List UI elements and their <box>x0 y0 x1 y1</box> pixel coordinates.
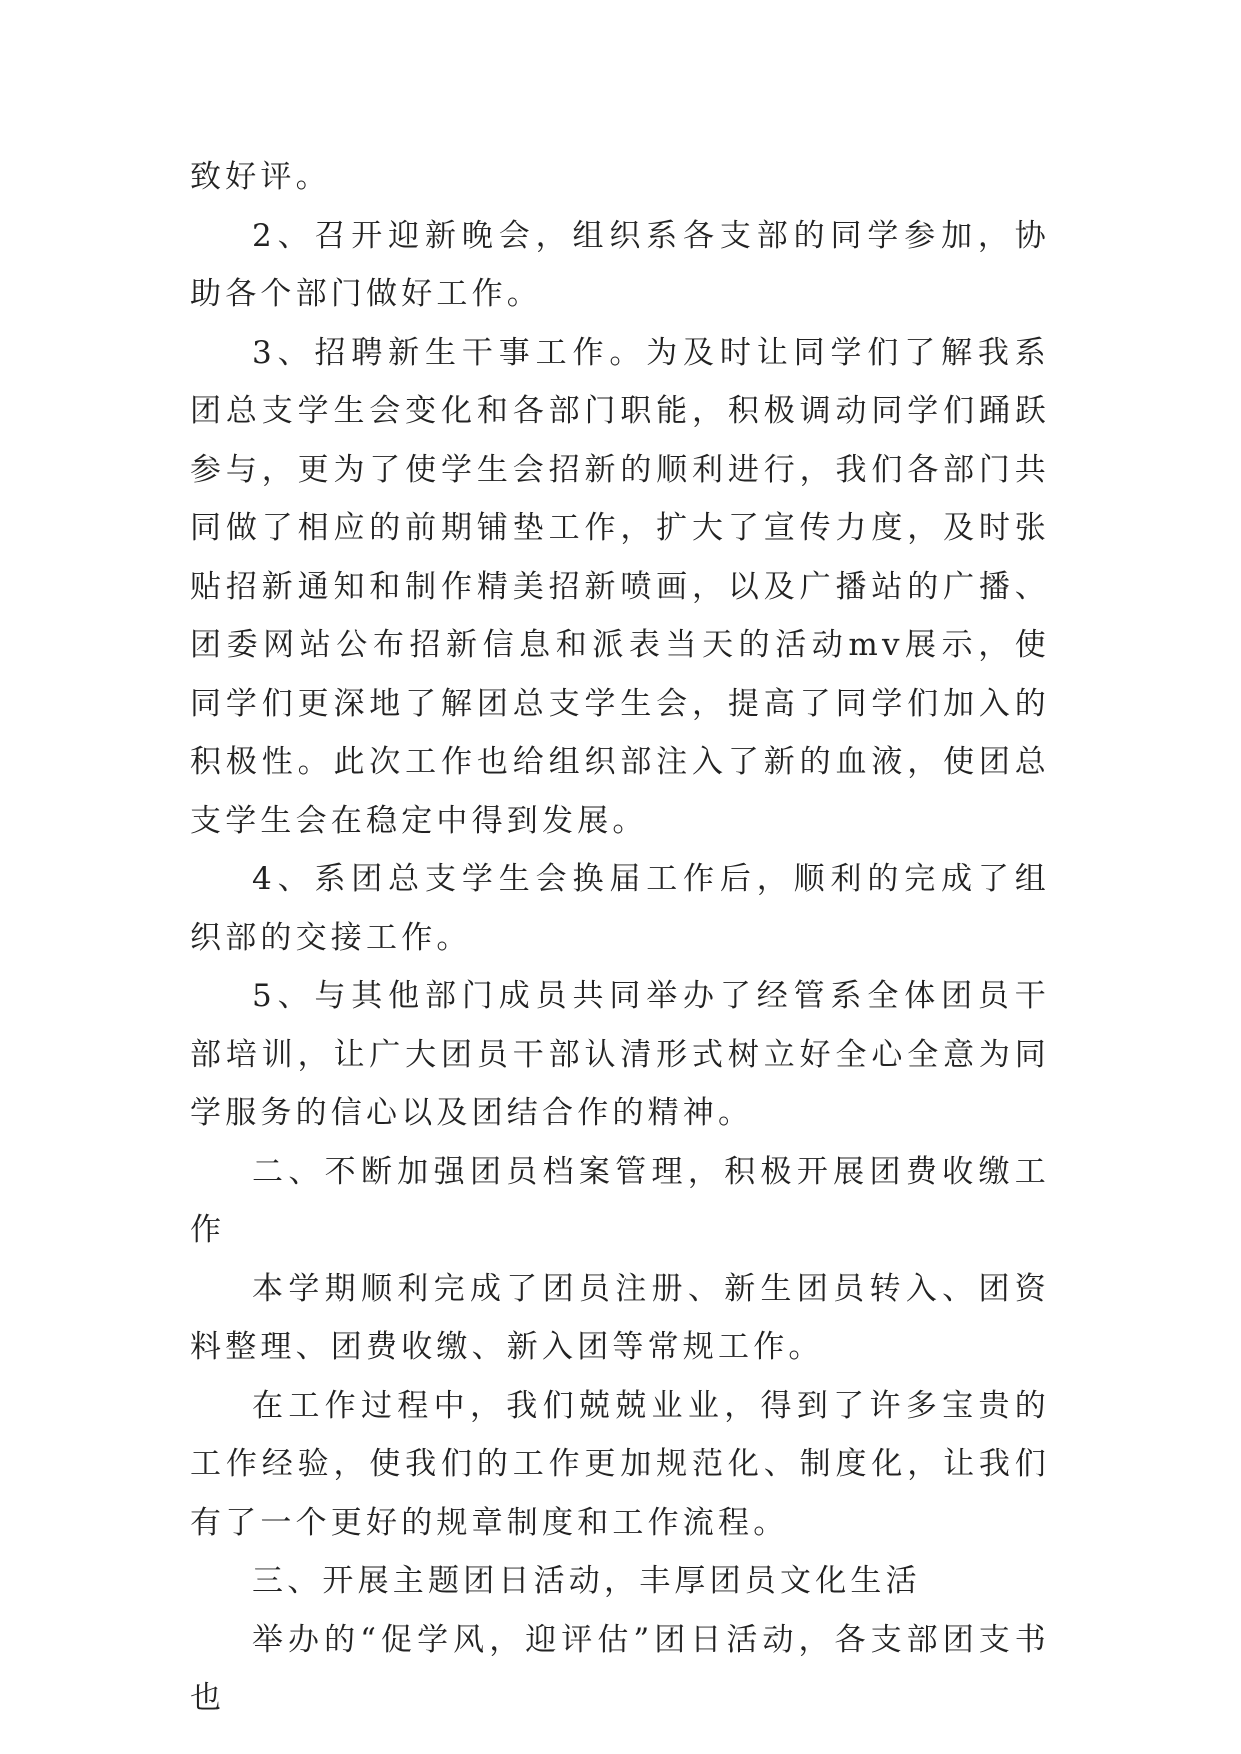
paragraph-item-2: 2、召开迎新晚会，组织系各支部的同学参加，协助各个部门做好工作。 <box>190 217 1050 312</box>
document-body <box>190 148 1050 1728</box>
paragraph-item-5: 5、与其他部门成员共同举办了经管系全体团员干部培训，让广大团员干部认清形式树立好全心全意为同学服务的信心以及团结合作的精神。 <box>190 978 1050 1131</box>
paragraph-registration: 本学期顺利完成了团员注册、新生团员转入、团资料整理、团费收缴、新入团等常规工作。 <box>190 1270 1050 1365</box>
paragraph-item-4: 4、系团总支学生会换届工作后，顺利的完成了组织部的交接工作。 <box>190 861 1050 956</box>
paragraph-item-3: 3、招聘新生干事工作。为及时让同学们了解我系团总支学生会变化和各部门职能，积极调动同学们踊跃参与，更为了使学生会招新的顺利进行，我们各部门共同做了相应的前期铺垫工作，扩大了宣传力度，及时张贴招新通知和制作精美招新喷画，以及广播站的广播、团委网站公布招新信息和派表当天的活动mv展示，使同学们更深地了解团总支学生会，提高了同学们加入的积极性。此次工作也给组织部注入了新的血液，使团总支学生会在稳定中得到发展。 <box>190 334 1050 839</box>
paragraph-continuation: 致好评。 <box>190 159 331 195</box>
section-heading-3: 三、开展主题团日活动，丰厚团员文化生活 <box>252 1563 921 1599</box>
section-heading-2: 二、不断加强团员档案管理，积极开展团费收缴工作 <box>190 1153 1050 1248</box>
paragraph-activity: 举办的“促学风，迎评估”团日活动，各支部团支书也 <box>190 1621 1050 1716</box>
paragraph-experience: 在工作过程中，我们兢兢业业，得到了许多宝贵的工作经验，使我们的工作更加规范化、制度化，让我们有了一个更好的规章制度和工作流程。 <box>190 1387 1050 1541</box>
